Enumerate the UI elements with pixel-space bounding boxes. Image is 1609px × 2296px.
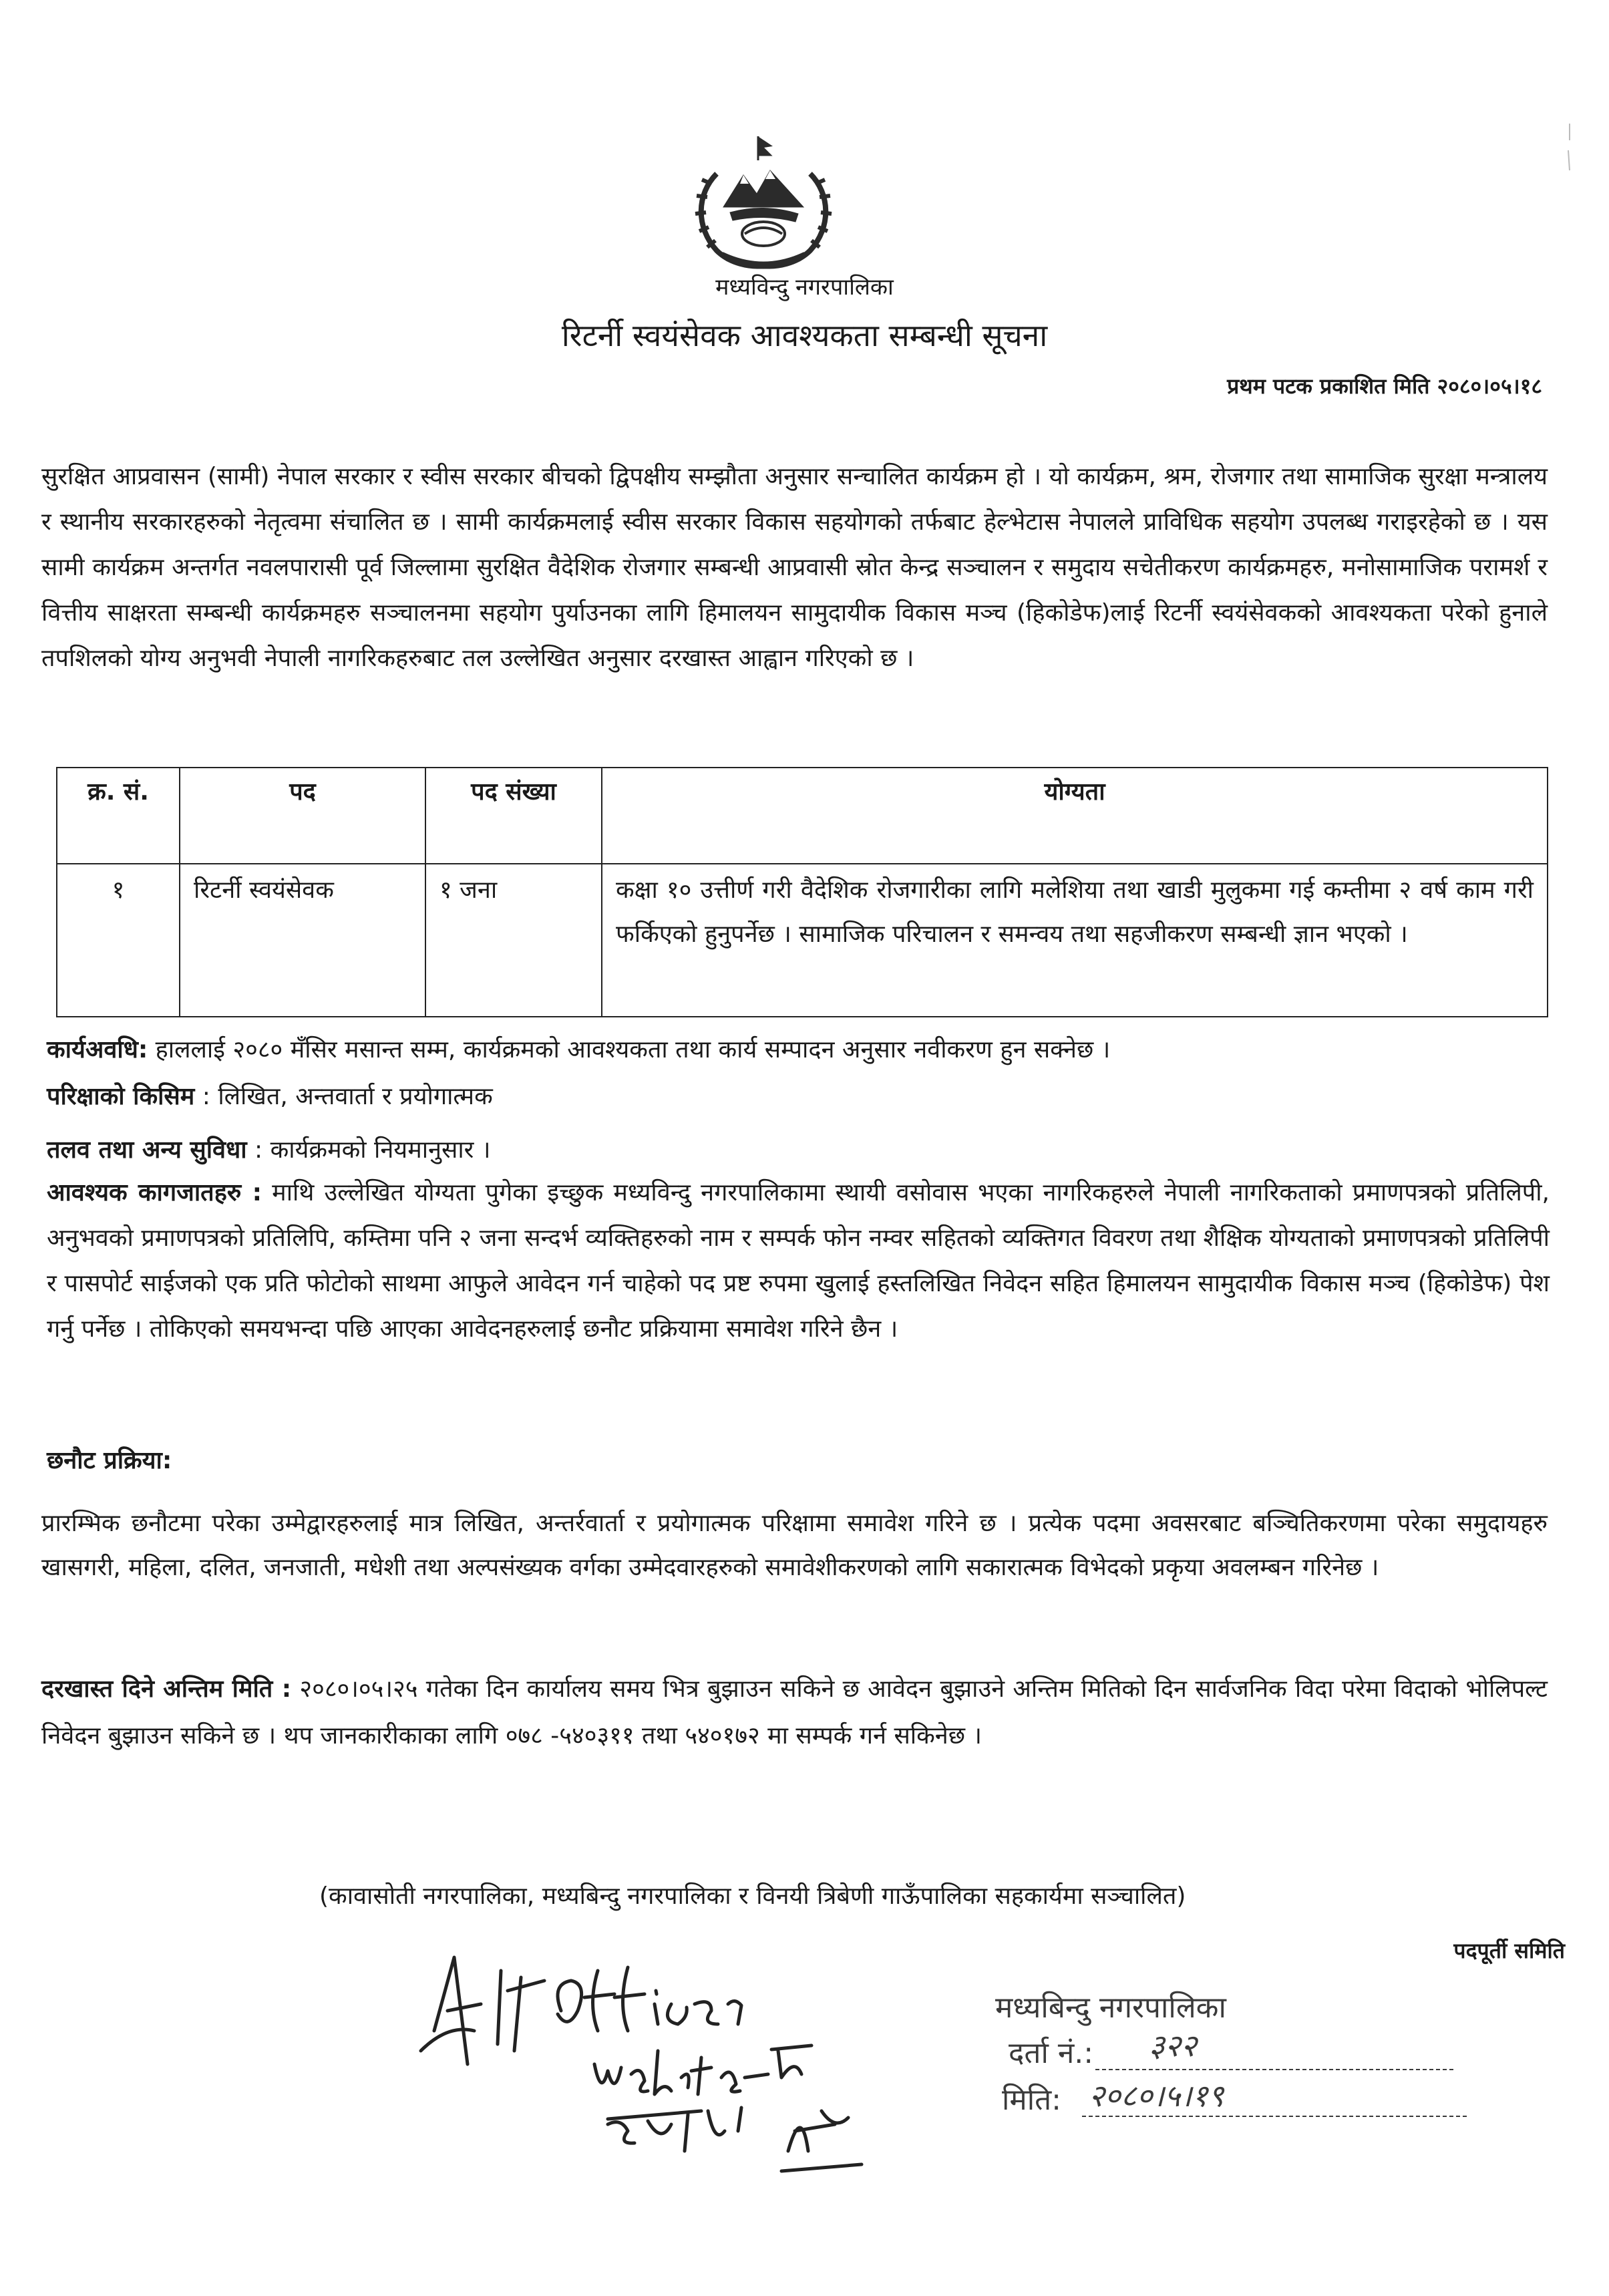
margin-mark — [1563, 120, 1576, 174]
deadline-label: दरखास्त दिने अन्तिम मिति : — [41, 1675, 292, 1703]
committee-name: पदपूर्ती समिति — [1453, 1938, 1565, 1963]
header-post: पद — [180, 768, 425, 864]
notice-title: रिटर्नी स्वयंसेवक आवश्यकता सम्बन्धी सूचना — [561, 317, 1048, 353]
deadline-paragraph — [41, 1666, 1548, 1760]
duration-line — [47, 1029, 1110, 1072]
selection-paragraph: प्रारम्भिक छनौटमा परेका उम्मेद्वारहरुलाई मात्र लिखित, अन्तर्रवार्ता र प्रयोगात्मक परिक्षामा समावेश गरिने छ । प्रत्येक पदमा अवसरबाट बञ्चितिकरणमा परेका समुदायहरु खासगरी, महिला, दलित, जनजाती, मधेशी तथा अल्पसंख्यक वर्गका उम्मेदवारहरुको समावेशीकरणको लागि सकारात्मक विभेदको प्रकृया अवलम्बन गरिनेछ । — [41, 1510, 1548, 1581]
organization-name: मध्यविन्दु नगरपालिका — [715, 274, 894, 301]
selection-heading: छनौट प्रक्रिया: — [47, 1447, 172, 1474]
cell-count: १ जना — [425, 864, 602, 1017]
handwritten-signature — [407, 1931, 942, 2184]
cell-qualification: कक्षा १० उत्तीर्ण गरी वैदेशिक रोजगारीका लागि मलेशिया तथा खाडी मुलुकमा गई कम्तीमा २ वर्ष काम गरी फर्किएको हुनुपर्नेछ । सामाजिक परिचालन र समन्वय तथा सहजीकरण सम्बन्धी ज्ञान भएको । — [602, 864, 1548, 1017]
documents-value: माथि उल्लेखित योग्यता पुगेका इच्छुक मध्यविन्दु नगरपालिकामा स्थायी वसोवास भएका नागरिकहरुले नेपाली नागरिकताको प्रमाणपत्रको प्रतिलिपी, अनुभवको प्रमाणपत्रको प्रतिलिपि, कम्तिमा पनि २ जना सन्दर्भ व्यक्तिहरुको नाम र सम्पर्क फोन नम्वर सहितको व्यक्तिगत विवरण तथा शैक्षिक योग्यताको प्रमाणपत्रको प्रतिलिपी र पासपोर्ट साईजको एक प्रति फोटोको साथमा आफुले आवेदन गर्न चाहेको पद प्रष्ट रुपमा खुलाई हस्तलिखित निवेदन सहित हिमालयन सामुदायीक विकास मञ्च (हिकोडेफ) पेश गर्नु पर्नेछ । तोकिएको समयभन्दा पछि आएका आवेदनहरुलाई छनौट प्रक्रियामा समावेश गरिने छैन । — [47, 1179, 1550, 1343]
header-sn: क्र. सं. — [57, 768, 180, 864]
cell-sn: १ — [57, 864, 180, 1017]
header-qualification: योग्यता — [602, 768, 1548, 864]
collaboration-note: (कावासोती नगरपालिका, मध्यबिन्दु नगरपालिका र विनयी त्रिबेणी गाऊँपालिका सहकार्यमा सञ्चालित) — [319, 1882, 1186, 1910]
salary-line — [47, 1129, 491, 1172]
header-count: पद संख्या — [425, 768, 602, 864]
stamp-reg-number: ३२२ — [1149, 2027, 1197, 2064]
cell-post: रिटर्नी स्वयंसेवक — [180, 864, 425, 1017]
table-row — [57, 864, 1548, 1017]
exam-value: : लिखित, अन्तवार्ता र प्रयोगात्मक — [194, 1083, 493, 1110]
exam-line — [47, 1076, 493, 1118]
salary-value: : कार्यक्रमको नियमानुसार । — [246, 1136, 491, 1164]
duration-label: कार्यअवधि: — [47, 1036, 148, 1063]
documents-paragraph — [47, 1170, 1550, 1352]
published-date: प्रथम पटक प्रकाशित मिति २०८०।०५।१८ — [1227, 373, 1542, 399]
intro-paragraph: सुरक्षित आप्रवासन (सामी) नेपाल सरकार र स्वीस सरकार बीचको द्विपक्षीय सम्झौता अनुसार सन्चालित कार्यक्रम हो । यो कार्यक्रम, श्रम, रोजगार तथा सामाजिक सुरक्षा मन्त्रालय र स्थानीय सरकारहरुको नेतृत्वमा संचालित छ । सामी कार्यक्रमलाई स्वीस सरकार विकास सहयोगको तर्फबाट हेल्भेटास नेपालले प्राविधिक सहयोग उपलब्ध गराइरहेको छ । यस सामी कार्यक्रम अन्तर्गत नवलपारासी पूर्व जिल्लामा सुरक्षित वैदेशिक रोजगार सम्बन्धी आप्रवासी स्रोत केन्द्र सञ्चालन र समुदाय सचेतीकरण कार्यक्रमहरु, मनोसामाजिक परामर्श र वित्तीय साक्षरता सम्बन्धी कार्यक्रमहरु सञ्चालनमा सहयोग पुर्याउनका लागि हिमालयन सामुदायीक विकास मञ्च (हिकोडेफ)लाई रिटर्नी स्वयंसेवकको आवश्यकता परेको हुनाले तपशिलको योग्य अनुभवी नेपाली नागरिकहरुबाट तल उल्लेखित अनुसार दरखास्त आह्वान गरिएको छ । — [41, 463, 1548, 672]
duration-value: हाललाई २०८० मँसिर मसान्त सम्म, कार्यक्रमको आवश्यकता तथा कार्य सम्पादन अनुसार नवीकरण हुन सक्नेछ । — [148, 1036, 1111, 1063]
deadline-body: २०८०।०५।२५ गतेका दिन कार्यालय समय भित्र बुझाउन सकिने छ आवेदन बुझाउने अन्तिम मितिको दिन सार्वजनिक विदा परेमा विदाको भोलिपल्ट निवेदन बुझाउन सकिने छ । थप जानकारीकाका लागि ०७८ -५४०३११ तथा ५४०१७२ मा सम्पर्क गर्न सकिनेछ । — [41, 1675, 1548, 1750]
exam-label: परिक्षाको किसिम — [47, 1083, 195, 1110]
salary-label: तलव तथा अन्य सुविधा — [47, 1136, 247, 1164]
stamp-reg-label: दर्ता नं.: — [1009, 2036, 1094, 2070]
registration-stamp — [975, 1976, 1496, 2130]
stamp-date-value: २०८०।५।१९ — [1089, 2078, 1224, 2114]
vacancy-table — [56, 767, 1548, 1017]
documents-label: आवश्यक कागजातहरु : — [47, 1179, 262, 1206]
nepal-emblem-icon — [670, 134, 857, 274]
table-header-row — [57, 768, 1548, 864]
stamp-date-label: मिति: — [1002, 2083, 1062, 2117]
stamp-office: मध्यबिन्दु नगरपालिका — [995, 1991, 1226, 2025]
